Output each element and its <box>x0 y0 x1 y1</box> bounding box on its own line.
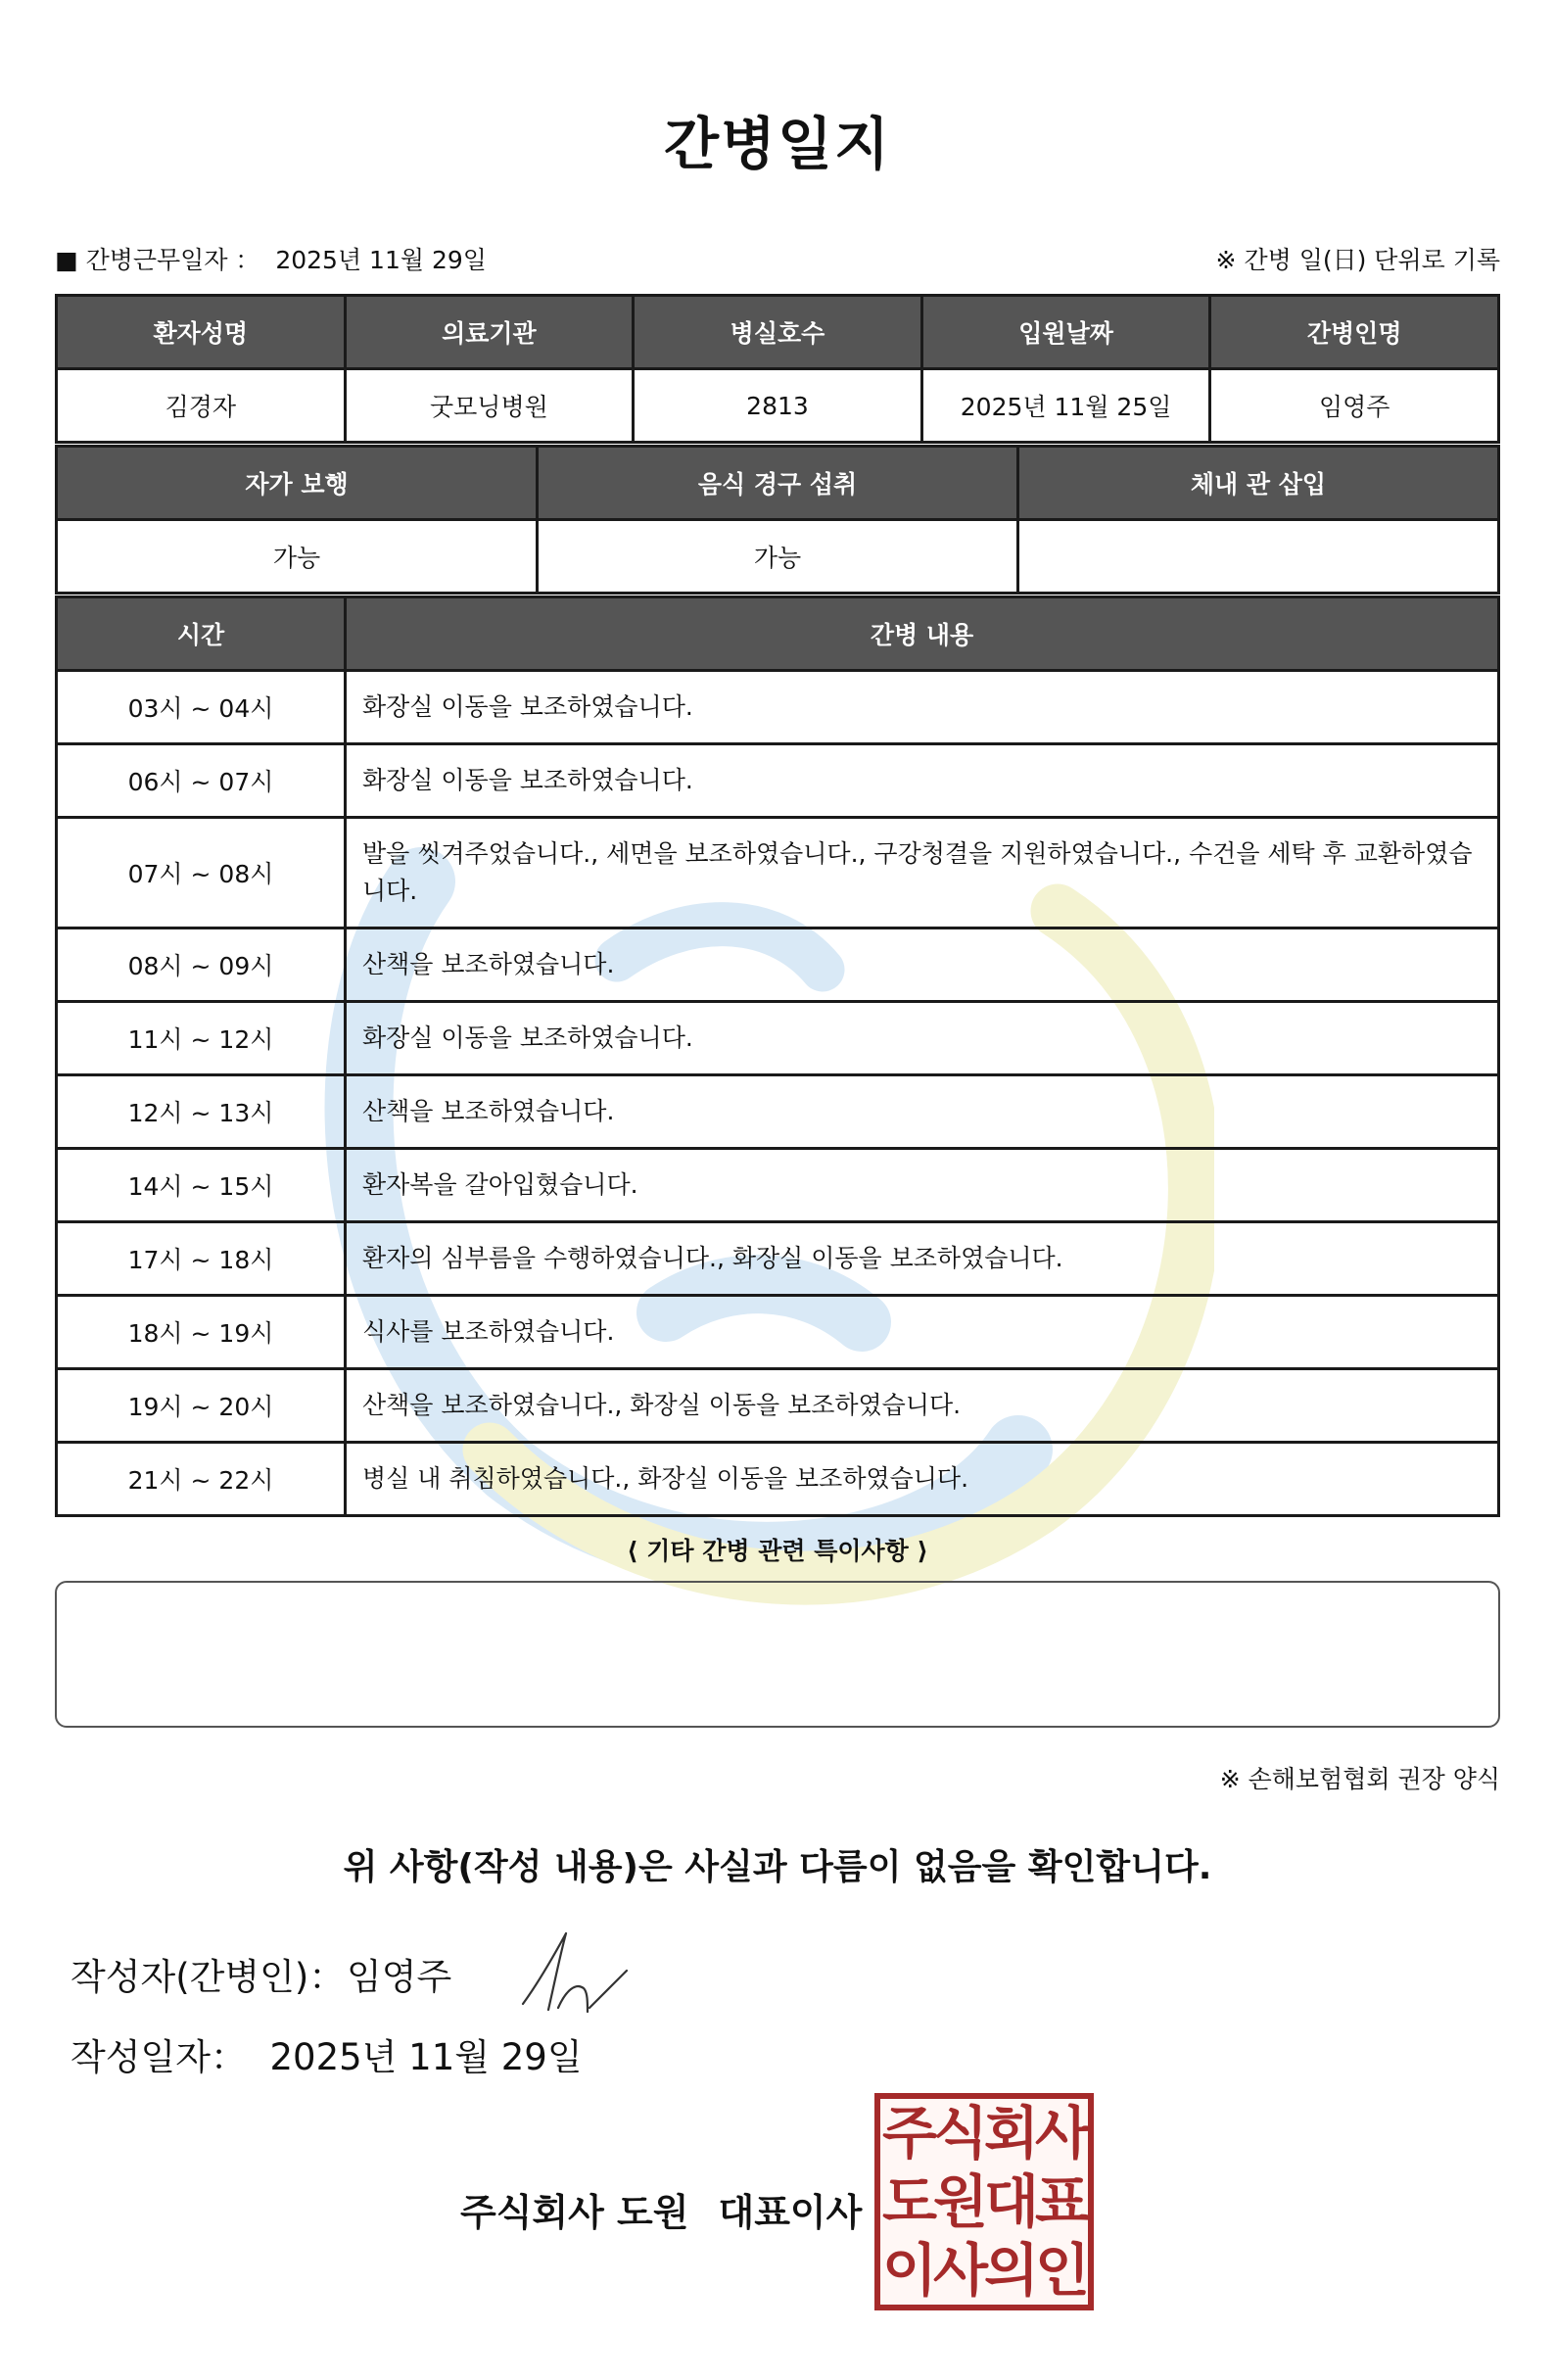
time-cell: 18시 ~ 19시 <box>57 1296 346 1369</box>
content-cell: 식사를 보조하였습니다. <box>346 1296 1499 1369</box>
content-cell: 환자의 심부름을 수행하였습니다., 화장실 이동을 보조하였습니다. <box>346 1222 1499 1296</box>
content-cell: 산책을 보조하였습니다., 화장실 이동을 보조하였습니다. <box>346 1369 1499 1443</box>
written-date-value: 2025년 11월 29일 <box>269 2036 583 2078</box>
table-row <box>57 1075 1499 1149</box>
patient-info-table <box>55 294 1500 444</box>
header-hospital: 의료기관 <box>345 296 634 369</box>
table-row <box>57 818 1499 928</box>
confirm-statement: 위 사항(작성 내용)은 사실과 다름이 없음을 확인합니다. <box>343 1847 1212 1887</box>
seal-text-row: 도원대표 <box>881 2168 1087 2235</box>
care-log-table <box>55 595 1500 1517</box>
content-cell: 화장실 이동을 보조하였습니다. <box>346 671 1499 744</box>
table-row <box>57 1369 1499 1443</box>
time-cell: 11시 ~ 12시 <box>57 1002 346 1075</box>
time-cell: 06시 ~ 07시 <box>57 744 346 818</box>
admission-date: 2025년 11월 25일 <box>921 369 1210 443</box>
author-label: 작성자(간병인)： <box>71 1956 346 1998</box>
company-name: 주식회사 도원 <box>460 2191 689 2234</box>
author-line <box>71 1947 451 2000</box>
written-date-label: 작성일자： <box>71 2036 247 2078</box>
table-row <box>57 928 1499 1002</box>
table-row <box>57 1002 1499 1075</box>
signature-image <box>519 1926 636 2014</box>
unit-note: ※ 간병 일(日) 단위로 기록 <box>1215 246 1500 274</box>
tube-insertion-value <box>1018 520 1499 594</box>
content-cell: 화장실 이동을 보조하였습니다. <box>346 744 1499 818</box>
company-seal <box>874 2093 1094 2310</box>
remarks-box <box>55 1581 1500 1728</box>
patient-info-header-row <box>57 296 1499 369</box>
author-name: 임영주 <box>347 1956 452 1998</box>
header-oral-intake: 음식 경구 섭취 <box>538 447 1018 520</box>
content-cell: 환자복을 갈아입혔습니다. <box>346 1149 1499 1222</box>
time-cell: 12시 ~ 13시 <box>57 1075 346 1149</box>
time-cell: 21시 ~ 22시 <box>57 1443 346 1516</box>
content-cell: 산책을 보조하였습니다. <box>346 928 1499 1002</box>
header-time: 시간 <box>57 597 346 671</box>
header-care-content: 간병 내용 <box>346 597 1499 671</box>
header-room-number: 병실호수 <box>634 296 922 369</box>
table-row <box>57 744 1499 818</box>
time-cell: 14시 ~ 15시 <box>57 1149 346 1222</box>
hospital-name: 굿모닝병원 <box>345 369 634 443</box>
written-date-line <box>71 2027 583 2080</box>
time-cell: 08시 ~ 09시 <box>57 928 346 1002</box>
caregiver-name: 임영주 <box>1210 369 1499 443</box>
seal-text-row: 이사의인 <box>881 2237 1087 2304</box>
work-date-line <box>55 241 487 276</box>
header-tube-insertion: 체내 관 삽입 <box>1018 447 1499 520</box>
header-patient-name: 환자성명 <box>57 296 346 369</box>
care-log-header-row <box>57 597 1499 671</box>
content-cell: 발을 씻겨주었습니다., 세면을 보조하였습니다., 구강청결을 지원하였습니다., 수건을 세탁 후 교환하였습니다. <box>346 818 1499 928</box>
ability-value-row <box>57 520 1499 594</box>
company-title: 대표이사 <box>718 2191 863 2234</box>
time-cell: 17시 ~ 18시 <box>57 1222 346 1296</box>
content-cell: 병실 내 취침하였습니다., 화장실 이동을 보조하였습니다. <box>346 1443 1499 1516</box>
ability-table <box>55 445 1500 595</box>
header-self-walking: 자가 보행 <box>57 447 538 520</box>
content-cell: 산책을 보조하였습니다. <box>346 1075 1499 1149</box>
time-cell: 07시 ~ 08시 <box>57 818 346 928</box>
patient-name: 김경자 <box>57 369 346 443</box>
header-admission-date: 입원날짜 <box>921 296 1210 369</box>
header-caregiver-name: 간병인명 <box>1210 296 1499 369</box>
remarks-title: ⟨ 기타 간병 관련 특이사항 ⟩ <box>627 1537 928 1565</box>
table-row <box>57 1443 1499 1516</box>
time-cell: 19시 ~ 20시 <box>57 1369 346 1443</box>
oral-intake-value: 가능 <box>538 520 1018 594</box>
table-row <box>57 1296 1499 1369</box>
page-title: 간병일지 <box>663 111 892 177</box>
self-walking-value: 가능 <box>57 520 538 594</box>
work-date-label: ■ 간병근무일자 ： <box>55 246 260 274</box>
ability-header-row <box>57 447 1499 520</box>
seal-text-row: 주식회사 <box>881 2100 1087 2166</box>
time-cell: 03시 ~ 04시 <box>57 671 346 744</box>
work-date-value: 2025년 11월 29일 <box>275 246 487 274</box>
room-number: 2813 <box>634 369 922 443</box>
table-row <box>57 1149 1499 1222</box>
table-row <box>57 1222 1499 1296</box>
table-row <box>57 671 1499 744</box>
recommend-note: ※ 손해보험협회 권장 양식 <box>1219 1765 1500 1793</box>
patient-info-value-row <box>57 369 1499 443</box>
content-cell: 화장실 이동을 보조하였습니다. <box>346 1002 1499 1075</box>
company-signature-line <box>460 2182 891 2236</box>
